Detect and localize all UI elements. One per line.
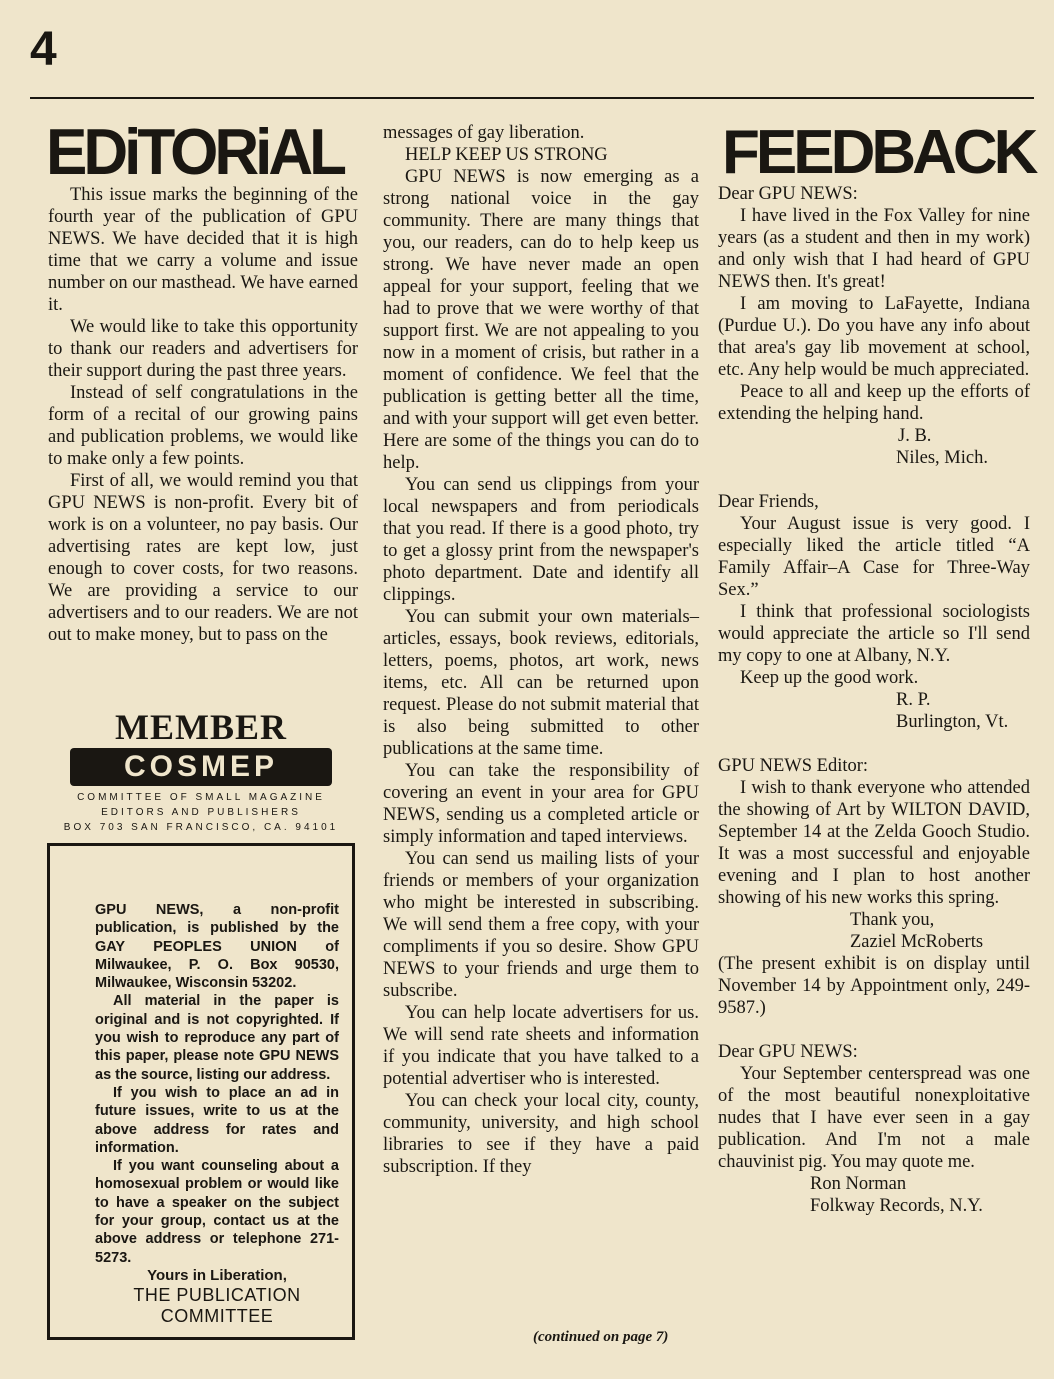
cosmep-address: BOX 703 SAN FRANCISCO, CA. 94101 — [63, 822, 339, 833]
letter-paragraph: I think that professional sociologists would appreciate the article so I'll send my copy to one at Albany, N.Y. — [718, 602, 1030, 666]
letter-paragraph: Keep up the good work. — [740, 668, 919, 688]
letter-paragraph: I wish to thank everyone who attended the showing of Art by WILTON DAVID, September 14 at the Zelda Gooch Studio. It was a most successful and enjoyable evening and I plan to host another showing of his new works this spring. — [718, 778, 1030, 908]
editorial-paragraph: GPU NEWS is now emerging as a strong national voice in the gay community. There are many things that you, our readers, can do to help keep us strong. We have never made an open appeal for your support, feeling that we had to prove that we were worthy of that support first. We are not appealing to you now in a moment of crisis, but rather in a moment of confidence. We feel that the publication is getting better all the time, and with your support will get even better. Here are some of the things you can do to help. — [383, 167, 699, 473]
editorial-paragraph: First of all, we would remind you that GPU NEWS is non-profit. Every bit of work is on a volunteer, no pay basis. Our advertising rates are kept low, just enough to cover costs, for two reasons. We are providing a service to our advertisers and to our readers. We are not out to make money, but to pass on the — [48, 471, 358, 645]
info-committee: COMMITTEE — [160, 1305, 274, 1326]
letter-signature: Thank you, — [850, 910, 935, 930]
info-signature — [95, 1267, 339, 1327]
editorial-heading: EDiTORiAL — [46, 116, 343, 189]
editorial-column-1 — [48, 184, 358, 646]
header-rule — [30, 97, 1034, 99]
info-paragraph: GPU NEWS, a non-profit publication, is published by the GAY PEOPLES UNION of Milwaukee, P. O. Box 90530, Milwaukee, Wisconsin 53202. — [95, 902, 339, 992]
letter-paragraph: I have lived in the Fox Valley for nine years (as a student and then in my work) and only wish that I had heard of GPU NEWS then. It's great! — [718, 206, 1030, 292]
info-paragraph: If you wish to place an ad in future issues, write to us at the above address for rates and information. — [95, 1084, 339, 1156]
letter-paragraph: I am moving to LaFayette, Indiana (Purdue U.). Do you have any info about that area's gay lib movement at school, etc. Any help would be much appreciated. — [718, 294, 1030, 380]
editorial-paragraph: You can take the responsibility of covering an event in your area for GPU NEWS, sending us a completed article or simply information and taped interviews. — [383, 761, 699, 847]
editorial-paragraph: You can check your local city, county, community, university, and high school libraries to see if they have a paid subscription. If they — [383, 1091, 699, 1177]
cosmep-logo: COSMEP — [70, 748, 332, 786]
cosmep-member-badge — [58, 708, 344, 835]
letter — [718, 1041, 1030, 1217]
letter-signature: Ron Norman — [810, 1174, 907, 1194]
editorial-lead: messages of gay liberation. — [383, 123, 585, 143]
letter-signature: R. P. — [896, 690, 931, 710]
publication-info-box — [47, 843, 355, 1340]
letter — [718, 491, 1030, 733]
info-committee: THE PUBLICATION — [133, 1284, 301, 1305]
letter-paragraph: Your September centerspread was one of the most beautiful nonexploitative nudes that I have ever seen in a gay publication. And I'm not a male chauvinist pig. You may quote me. — [718, 1064, 1030, 1172]
letter — [718, 755, 1030, 1019]
cosmep-line: EDITORS AND PUBLISHERS — [101, 807, 301, 818]
letter-location: Folkway Records, N.Y. — [810, 1196, 983, 1216]
editorial-paragraph: We would like to take this opportunity to thank our readers and advertisers for their support during the past three years. — [48, 317, 358, 381]
info-paragraph: All material in the paper is original and is not copyrighted. If you wish to reproduce any part of this paper, please note GPU NEWS as the source, listing our address. — [95, 993, 339, 1083]
editorial-paragraph: You can send us clippings from your local newspapers and from periodicals that you read. If there is a good photo, try to get a glossy print from the newspaper's photo department. Date and identify all clippings. — [383, 475, 699, 605]
letter-salutation: Dear Friends, — [718, 492, 819, 512]
editorial-paragraph: You can send us mailing lists of your friends or members of your organization who might be interested in subscribing. We will send them a free copy, with your compliments if you so desire. Show GPU NEWS to your friends and urge them to subscribe. — [383, 849, 699, 1001]
letter-salutation: Dear GPU NEWS: — [718, 184, 858, 204]
editorial-column-2 — [383, 122, 699, 1178]
continued-note: (continued on page 7) — [533, 1329, 669, 1345]
editorial-subhead: HELP KEEP US STRONG — [405, 145, 608, 165]
cosmep-member-label: MEMBER — [115, 707, 287, 747]
letter-paragraph: Your August issue is very good. I especially liked the article titled “A Family Affair–A Case for Three-Way Sex.” — [718, 514, 1030, 600]
editorial-paragraph: You can help locate advertisers for us. We will send rate sheets and information if you indicate that you have talked to a potential advertiser who is interested. — [383, 1003, 699, 1089]
editorial-paragraph: Instead of self congratulations in the form of a recital of our growing pains and publication problems, we would like to make only a few points. — [48, 383, 358, 469]
letter-postscript: (The present exhibit is on display until November 14 by Appointment only, 249-9587.) — [718, 954, 1030, 1018]
page-number: 4 — [30, 23, 57, 76]
editorial-paragraph: You can submit your own materials–articles, essays, book reviews, editorials, letters, poems, photos, art work, news items, etc. All can be returned upon request. Please do not submit material that is also being submitted to other publications at the same time. — [383, 607, 699, 759]
letter-salutation: GPU NEWS Editor: — [718, 756, 869, 776]
cosmep-line: COMMITTEE OF SMALL MAGAZINE — [77, 792, 325, 803]
letter-location: Niles, Mich. — [896, 448, 988, 468]
letter-salutation: Dear GPU NEWS: — [718, 1042, 858, 1062]
letter-paragraph: Peace to all and keep up the efforts of extending the helping hand. — [718, 382, 1030, 424]
info-closing: Yours in Liberation, — [147, 1266, 287, 1284]
letter-location: Burlington, Vt. — [896, 712, 1009, 732]
feedback-heading: FEEDBACK — [722, 118, 1035, 187]
letter — [718, 183, 1030, 469]
editorial-paragraph: This issue marks the beginning of the fourth year of the publication of GPU NEWS. We have decided that it is high time that we carry a volume and issue number on our masthead. We have earned it. — [48, 185, 358, 315]
letter-signature: J. B. — [898, 426, 932, 446]
feedback-column — [718, 183, 1030, 1217]
letter-location: Zaziel McRoberts — [850, 932, 984, 952]
info-paragraph: If you want counseling about a homosexual problem or would like to have a speaker on the subject for your group, contact us at the above address or telephone 271-5273. — [95, 1158, 339, 1266]
